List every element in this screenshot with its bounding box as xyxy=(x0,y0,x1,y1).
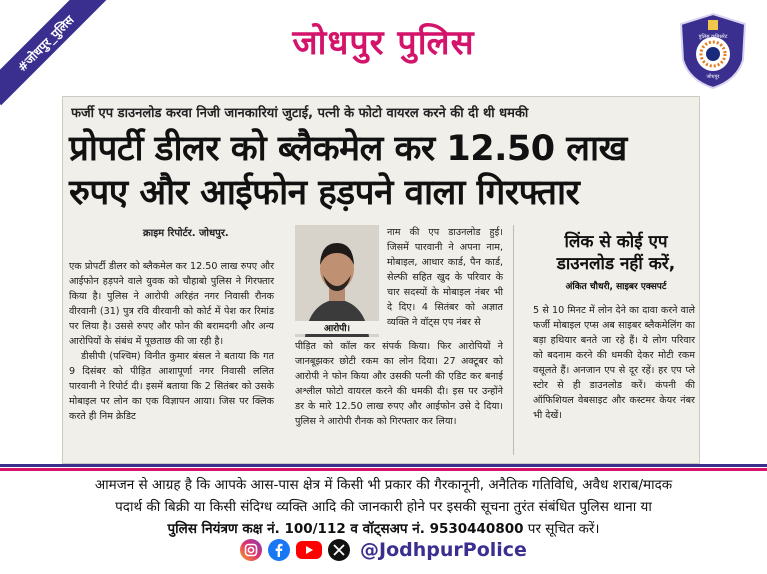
news-clipping xyxy=(62,96,700,464)
youtube-icon[interactable] xyxy=(296,541,322,559)
facebook-icon[interactable] xyxy=(268,539,290,561)
news-kicker: फर्जी एप डाउनलोड करवा निजी जानकारियां जुटाई, पत्नी के फोटो वायरल करने की दी थी धमकी xyxy=(71,106,529,121)
page-title: जोधपुर पुलिस xyxy=(292,23,475,63)
headline-line-1: प्रोपर्टी डीलर को ब्लैकमेल कर 12.50 लाख xyxy=(69,129,627,169)
headline-line-2: रुपए और आईफोन हड़पने वाला गिरफ्तार xyxy=(69,173,580,213)
appeal-line-1: आमजन से आग्रह है कि आपके आस-पास क्षेत्र में किसी भी प्रकार की गैरकानूनी, अनैतिक गतिविधि, अवैध शराब/मादक xyxy=(94,477,673,493)
divider-band-pink xyxy=(0,468,767,471)
instagram-icon[interactable] xyxy=(240,539,262,561)
x-icon[interactable] xyxy=(328,539,350,561)
svg-text:जोधपुर: जोधपुर xyxy=(706,74,720,80)
social-handle[interactable]: @JodhpurPolice xyxy=(360,539,527,561)
photo-caption: आरोपी। xyxy=(295,321,379,334)
column-1-paragraph-2: डीसीपी (पश्चिम) विनीत कुमार बंसल ने बताया कि गत 9 दिसंबर को पीड़ित आशापूर्णा नगर निवासी ललित पारवानी ने रिपोर्ट दी। इसमें बताया कि 2 सितंबर को उसके मोबाइल पर लोन का एक विज्ञापन आया। जिस पर क्लिक करते ही निम क्रेडिट xyxy=(69,351,274,422)
public-appeal xyxy=(10,474,757,540)
appeal-line-3-rest: पर सूचित करें। xyxy=(523,521,600,537)
sidebar-text: 5 से 10 मिनट में लोन देने का दावा करने वाले फर्जी मोबाइल एप्स अब साइबर ब्लैकमेलिंग का बड़ा हथियार बनते जा रहे हैं। ये लोग परिवार को बदनाम करने की धमकी देकर मोटी रकम वसूलते हैं। अनजान एप से दूर रहें। हर एप प्ले स्टोर से ही डाउनलोड करें। कंपनी की ऑफिशियल वेबसाइट और कस्टमर केयर नंबर भी देखें। xyxy=(533,305,695,421)
news-byline: क्राइम रिपोर्टर. जोधपुर. xyxy=(143,228,229,239)
divider-band-blue xyxy=(0,464,767,467)
social-bar xyxy=(0,539,767,561)
news-headline xyxy=(69,127,695,215)
column-1-paragraph-1: एक प्रोपर्टी डीलर को ब्लैकमेल कर 12.50 लाख रुपए और आईफोन हड़पने वाले युवक को चौहाबो पुलिस ने गिरफ्तार किया है। पुलिस ने आरोपी अरिहंत नगर निवासी रौनक वीरवानी (31) पुत्र रवि वीरवानी को कोर्ट में पेश कर रिमांड पर लिया है। उससे रुपए और फोन की बरामदगी और अन्य आरोपियों के संबंध में पूछताछ की जा रही है। xyxy=(69,261,274,347)
sidebar-byline: अंकित चौधरी, साइबर एक्सपर्ट xyxy=(565,282,667,292)
column-divider xyxy=(513,225,514,455)
police-badge-icon xyxy=(677,12,749,90)
appeal-line-3 xyxy=(10,518,757,540)
news-column-1 xyxy=(69,259,274,424)
svg-text:पुलिस कमिश्नरेट: पुलिस कमिश्नरेट xyxy=(698,34,728,40)
helpline-numbers: पुलिस नियंत्रण कक्ष नं. 100/112 व वॉट्सअप नं. 9530440800 xyxy=(167,521,524,537)
news-column-2-bottom: पीड़ित को कॉल कर संपर्क किया। फिर आरोपियों ने जानबूझकर छोटी रकम का लोन दिया। 27 अक्टूबर को आरोपी ने फोन किया और उसकी पत्नी की एडिट कर बनाई अश्लील फोटो वायरल करने की धमकी दी। इस पर उन्होंने डर के मारे 12.50 लाख रुपए और आईफोन उसे दे दिया। पुलिस ने आरोपी रौनक को गिरफ्तार कर लिया। xyxy=(295,341,503,427)
news-column-2-top: नाम की एप डाउनलोड हुई। जिसमें पारवानी ने अपना नाम, मोबाइल, आधार कार्ड, पैन कार्ड, सेल्फी सहित खुद के परिवार के चार सदस्यों के मोबाइल नंबर भी दे दिए। 4 सितंबर को अज्ञात व्यक्ति ने वॉट्स एप नंबर से xyxy=(387,227,503,328)
sidebar-headline: लिंक से कोई एप डाउनलोड नहीं करें, xyxy=(556,232,676,274)
appeal-line-2: पदार्थ की बिक्री या किसी संदिग्ध व्यक्ति आदि की जानकारी होने पर इसकी सूचना तुरंत संबंधित पुलिस थाना या xyxy=(115,499,652,515)
hashtag-ribbon: #जोधपुर_पुलिस xyxy=(0,0,107,105)
